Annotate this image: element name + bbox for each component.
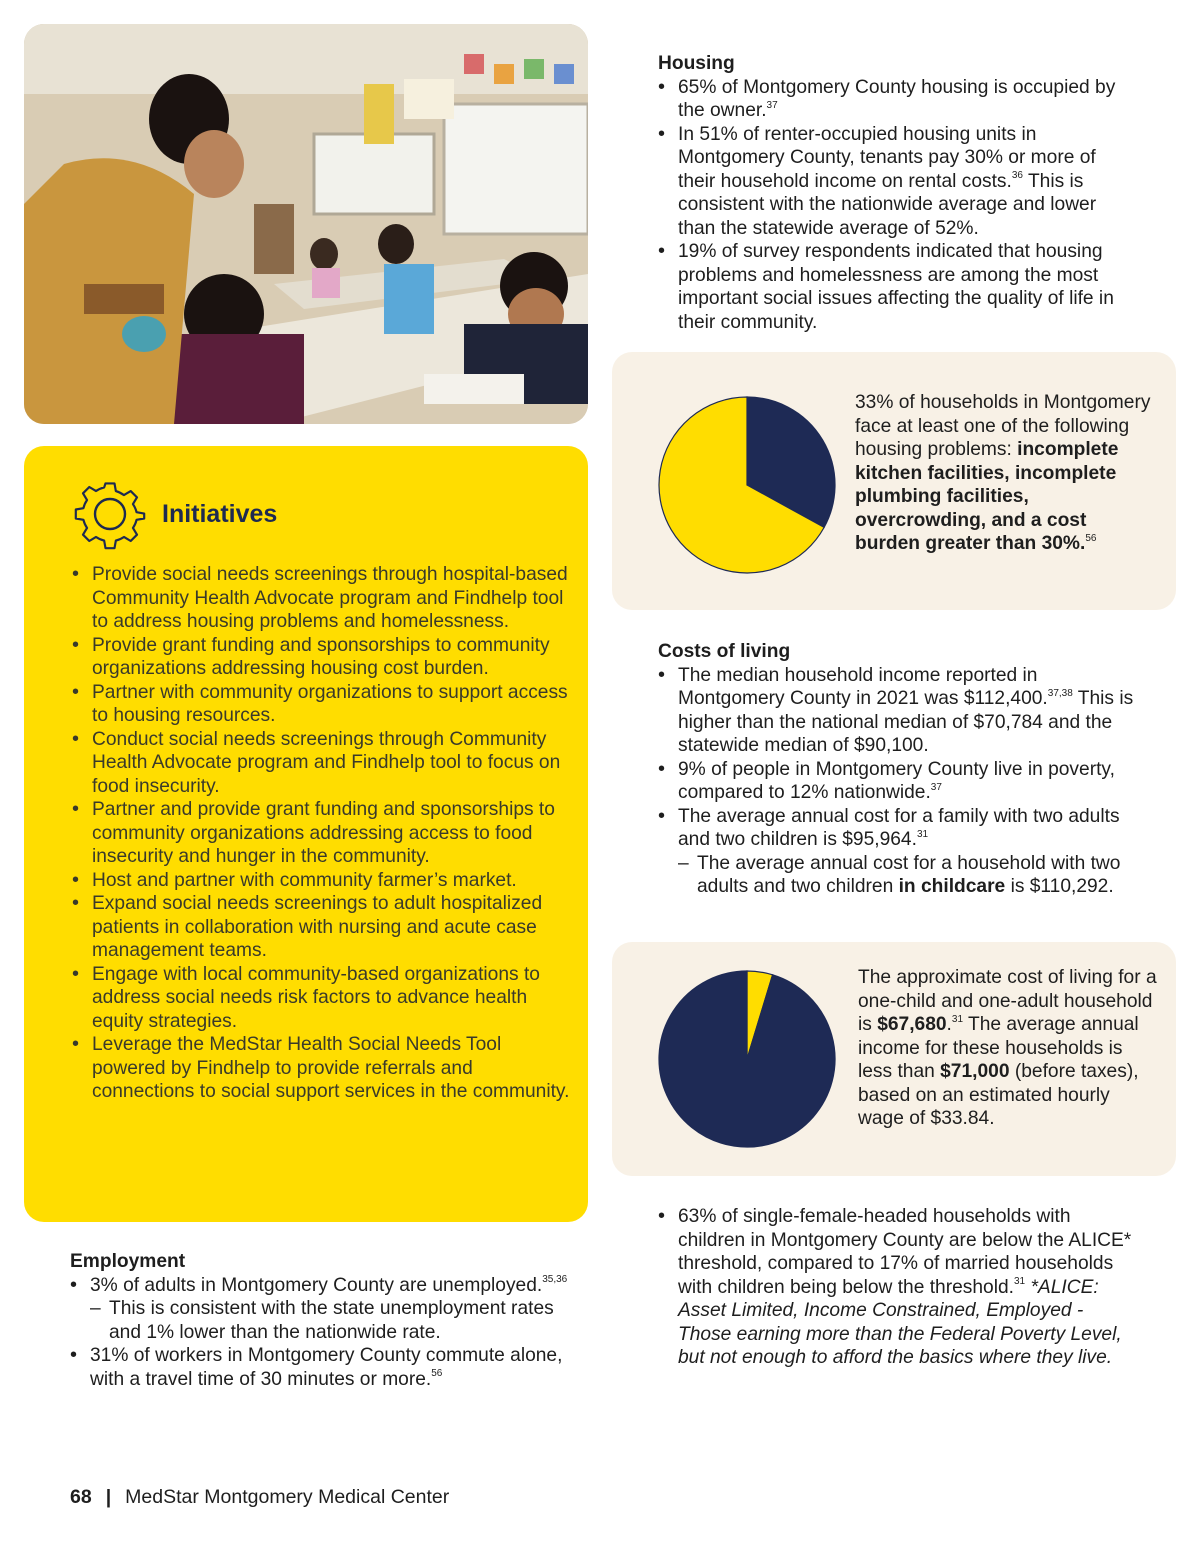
sub-list [90,1297,590,1344]
employment-section [70,1250,590,1391]
sub-list [678,852,1148,899]
callout-text-bold: $71,000 [940,1061,1010,1082]
gear-icon [72,476,148,552]
list-item [70,1274,590,1345]
list-item [658,1205,1138,1370]
list-item: • Expand social needs screenings to adult hospitalized patients in collaboration with nursing and acute case management teams. [72,892,572,963]
pie-slice-cost-of-living [659,971,835,1147]
housing-problems-callout [612,352,1176,610]
citation: 36 [1011,170,1023,182]
employment-title: Employment [70,1251,186,1272]
initiatives-header [72,476,277,552]
alice-list [658,1205,1138,1370]
costs-item-text: 9% of people in Montgomery County live in poverty, compared to 12% nationwide. [678,758,1115,803]
costs-list [658,664,1148,899]
callout-text-plain: The average annual income for these households is less than [858,1014,1139,1082]
citation: 35,36 [542,1274,568,1286]
list-item [658,123,1138,241]
list-item: • 19% of survey respondents indicated that housing problems and homelessness are among the most important social issues affecting the quality of life in their community. [658,240,1138,334]
footer-organization: MedStar Montgomery Medical Center [125,1486,450,1508]
citation: 37,38 [1047,687,1073,699]
page-number: 68 [70,1486,92,1508]
callout-text [858,966,1158,1131]
citation: 31 [1014,1276,1026,1288]
callout-text-plain: . [946,1014,952,1035]
callout-text-plain: (before taxes), based on an estimated hourly wage of $33.84. [858,1061,1139,1129]
housing-section [658,52,1138,334]
list-item: • Host and partner with community farmer’s market. [72,869,572,893]
alice-text: 63% of single-female-headed households with children in Montgomery County are below the ALICE* threshold, compared to 17% of married households with children being below the threshold. [678,1206,1132,1298]
list-item: • Engage with local community-based organizations to address social needs risk factors to advance health equity strategies. [72,963,572,1034]
housing-problems-pie-chart [656,394,838,576]
costs-sub-text: The average annual cost for a household with two adults and two children [697,852,1121,897]
classroom-photo [24,24,588,424]
costs-item-text: The average annual cost for a family with two adults and two children is $95,964. [678,805,1120,850]
citation: 31 [951,1013,964,1025]
alice-definition: *ALICE: Asset Limited, Income Constrained, Employed - Those earning more than the Federal Poverty Level, but not enough to afford the basics where they live. [678,1276,1122,1368]
housing-item-text: 65% of Montgomery County housing is occupied by the owner. [678,76,1116,121]
costs-item-text: The median household income reported in Montgomery County in 2021 was $112,400. [678,664,1048,709]
costs-title: Costs of living [658,641,791,662]
housing-item-text: In 51% of renter-occupied housing units in Montgomery County, tenants pay 30% or more of their household income on rental costs. [678,123,1096,192]
sub-list-item: – This is consistent with the state unemployment rates and 1% lower than the nationwide rate. [90,1297,590,1344]
housing-list [658,76,1138,335]
sub-list-item [678,852,1148,899]
costs-of-living-section [658,640,1148,899]
list-item [70,1344,590,1391]
costs-item-text: This is higher than the national median of $70,784 and the statewide median of $90,100. [678,688,1134,756]
costs-sub-bold: in childcare [898,876,1006,897]
costs-sub-text: is $110,292. [1005,876,1114,897]
footer-separator: | [105,1486,112,1508]
initiatives-title: Initiatives [162,499,278,528]
list-item: • Partner and provide grant funding and sponsorships to community organizations addressing access to food insecurity and hunger in the community. [72,798,572,869]
housing-title: Housing [658,53,735,74]
cost-of-living-pie-chart [656,968,838,1150]
employment-item-text: 31% of workers in Montgomery County commute alone, with a travel time of 30 minutes or more. [90,1345,563,1390]
cost-of-living-callout [612,942,1176,1176]
alice-section [658,1205,1138,1370]
list-item: • Conduct social needs screenings through Community Health Advocate program and Findhelp tool to focus on food insecurity. [72,728,572,799]
citation: 56 [1085,532,1097,544]
initiatives-list [72,563,572,1104]
citation: 37 [766,99,778,111]
citation: 31 [916,828,929,840]
callout-text [855,391,1155,556]
list-item [658,758,1148,805]
callout-text-bold: $67,680 [877,1014,947,1035]
citation: 56 [431,1368,443,1380]
list-item [658,805,1148,899]
callout-text-plain: 33% of households in Montgomery face at least one of the following housing problems: [855,392,1151,460]
housing-item-text: This is consistent with the nationwide average and lower than the statewide average of 52%. [678,170,1097,239]
citation: 37 [930,781,942,793]
list-item [658,76,1138,123]
page-footer [70,1486,449,1509]
list-item: • Provide grant funding and sponsorships to community organizations addressing housing cost burden. [72,634,572,681]
classroom-illustration [24,24,588,424]
callout-text-plain: The approximate cost of living for a one-child and one-adult household is [858,967,1157,1035]
list-item: • Leverage the MedStar Health Social Needs Tool powered by Findhelp to provide referrals and connections to social support services in the community. [72,1033,572,1104]
employment-item-text: 3% of adults in Montgomery County are unemployed. [90,1274,543,1296]
list-item: • Partner with community organizations to support access to housing resources. [72,681,572,728]
callout-text-bold: incomplete kitchen facilities, incomplete plumbing facilities, overcrowding, and a cost burden greater than 30%. [855,439,1119,554]
list-item: • Provide social needs screenings through hospital-based Community Health Advocate program and Findhelp tool to address housing problems and homelessness. [72,563,572,634]
employment-list [70,1274,590,1392]
list-item [658,664,1148,758]
initiatives-panel [24,446,588,1222]
